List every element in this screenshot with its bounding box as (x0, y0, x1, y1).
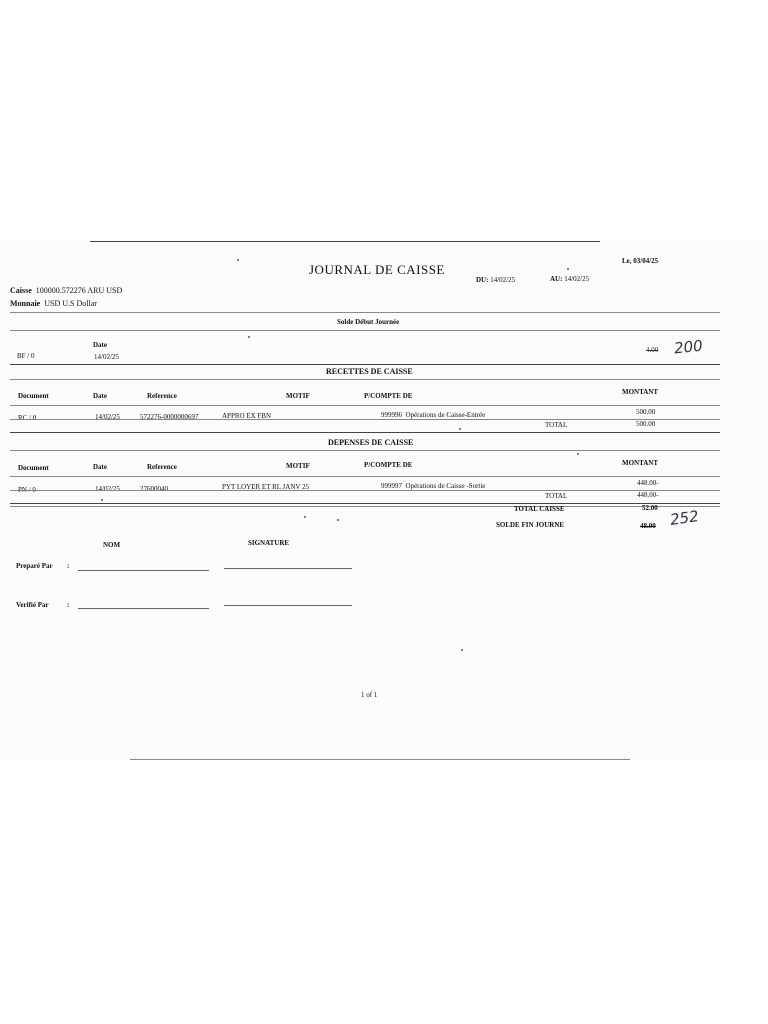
divider (10, 432, 720, 433)
divider (10, 490, 720, 491)
row-compte: 999997 Opérations de Caisse -Sortie (381, 482, 486, 490)
recettes-heading: RECETTES DE CAISSE (326, 367, 413, 376)
solde-fin-handwritten: 252 (668, 507, 700, 529)
verifie-signature-line (224, 605, 352, 606)
row-reference: 572276-0000000697 (140, 413, 199, 421)
scan-speck (337, 519, 339, 521)
top-border (90, 241, 600, 242)
scan-speck (577, 453, 579, 455)
scan-speck (459, 428, 461, 430)
scan-speck (237, 259, 239, 261)
divider (10, 405, 720, 406)
divider (10, 506, 720, 507)
row-document: PN / 0 (18, 486, 36, 494)
row-reference: 27600040 (140, 485, 168, 493)
row-motif: PYT LOYER ET RL JANV 25 (222, 483, 310, 491)
recettes-total: 500.00 (636, 420, 656, 428)
solde-date: 14/02/25 (94, 353, 119, 361)
total-caisse: 52.00 (642, 504, 658, 512)
col-compte: P/COMPTE DE (364, 461, 413, 469)
solde-date-label: Date (93, 341, 107, 349)
caisse-line: Caisse 100000.572276 ARU USD (10, 286, 123, 295)
depenses-total: 448.00- (637, 491, 659, 499)
col-date: Date (93, 463, 107, 471)
col-montant: MONTANT (622, 459, 659, 467)
period-to: AU: 14/02/25 (550, 275, 590, 283)
col-reference: Reference (147, 463, 177, 471)
divider (10, 364, 720, 365)
row-montant: 448.00- (637, 479, 659, 487)
col-date: Date (93, 392, 107, 400)
col-montant: MONTANT (622, 388, 659, 396)
divider (10, 450, 720, 451)
solde-fin-amount: 48.00 (640, 522, 656, 530)
verifie-name-line (78, 608, 209, 609)
solde-fin-label: SOLDE FIN JOURNE (496, 521, 565, 529)
divider (10, 312, 720, 313)
nom-label: NOM (103, 541, 121, 549)
signature-label: SIGNATURE (248, 539, 290, 547)
row-document: RC / 0 (18, 414, 37, 422)
divider (10, 476, 720, 477)
depenses-heading: DEPENSES DE CAISSE (328, 438, 414, 447)
page-number: 1 of 1 (361, 691, 378, 699)
prepare-signature-line (224, 568, 352, 569)
scan-speck (304, 516, 306, 518)
scan-speck (461, 649, 463, 651)
solde-debut-amount: 4.00 (646, 346, 659, 354)
col-reference: Reference (147, 392, 177, 400)
col-motif: MOTIF (286, 392, 310, 400)
solde-debut-heading: Solde Début Journée (337, 318, 400, 326)
period-from: DU: 14/02/25 (476, 276, 516, 284)
col-compte: P/COMPTE DE (364, 392, 413, 400)
bottom-border (130, 759, 630, 760)
row-montant: 500.00 (636, 408, 656, 416)
verifie-colon: : (67, 601, 70, 609)
total-caisse-label: TOTAL CAISSE (514, 505, 565, 513)
col-document: Document (18, 464, 49, 472)
print-date: Le, 03/04/25 (622, 257, 659, 265)
verifie-label: Verifié Par (16, 601, 49, 609)
solde-debut-handwritten: 200 (673, 336, 704, 358)
scan-speck (567, 268, 569, 270)
scan-speck (101, 499, 103, 501)
row-motif: APPRO EX FBN (222, 412, 272, 420)
prepare-label: Preparé Par (16, 562, 53, 570)
prepare-name-line (78, 570, 209, 571)
divider (10, 379, 720, 380)
divider (10, 419, 720, 420)
row-date: 14/02/25 (95, 413, 120, 421)
col-motif: MOTIF (286, 462, 310, 470)
page-title: JOURNAL DE CAISSE (309, 262, 445, 277)
scan-speck (248, 336, 250, 338)
journal-document (0, 240, 768, 760)
divider (10, 330, 720, 331)
recettes-total-label: TOTAL (545, 421, 568, 429)
divider (10, 503, 720, 504)
row-compte: 999996 Opérations de Caisse-Entrée (381, 411, 486, 419)
col-document: Document (18, 392, 49, 400)
row-date: 14/02/25 (95, 485, 120, 493)
depenses-total-label: TOTAL (545, 492, 568, 500)
solde-document: BF / 0 (17, 352, 35, 360)
monnaie-line: Monnaie USD U.S Dollar (10, 299, 97, 308)
prepare-colon: : (67, 562, 70, 570)
